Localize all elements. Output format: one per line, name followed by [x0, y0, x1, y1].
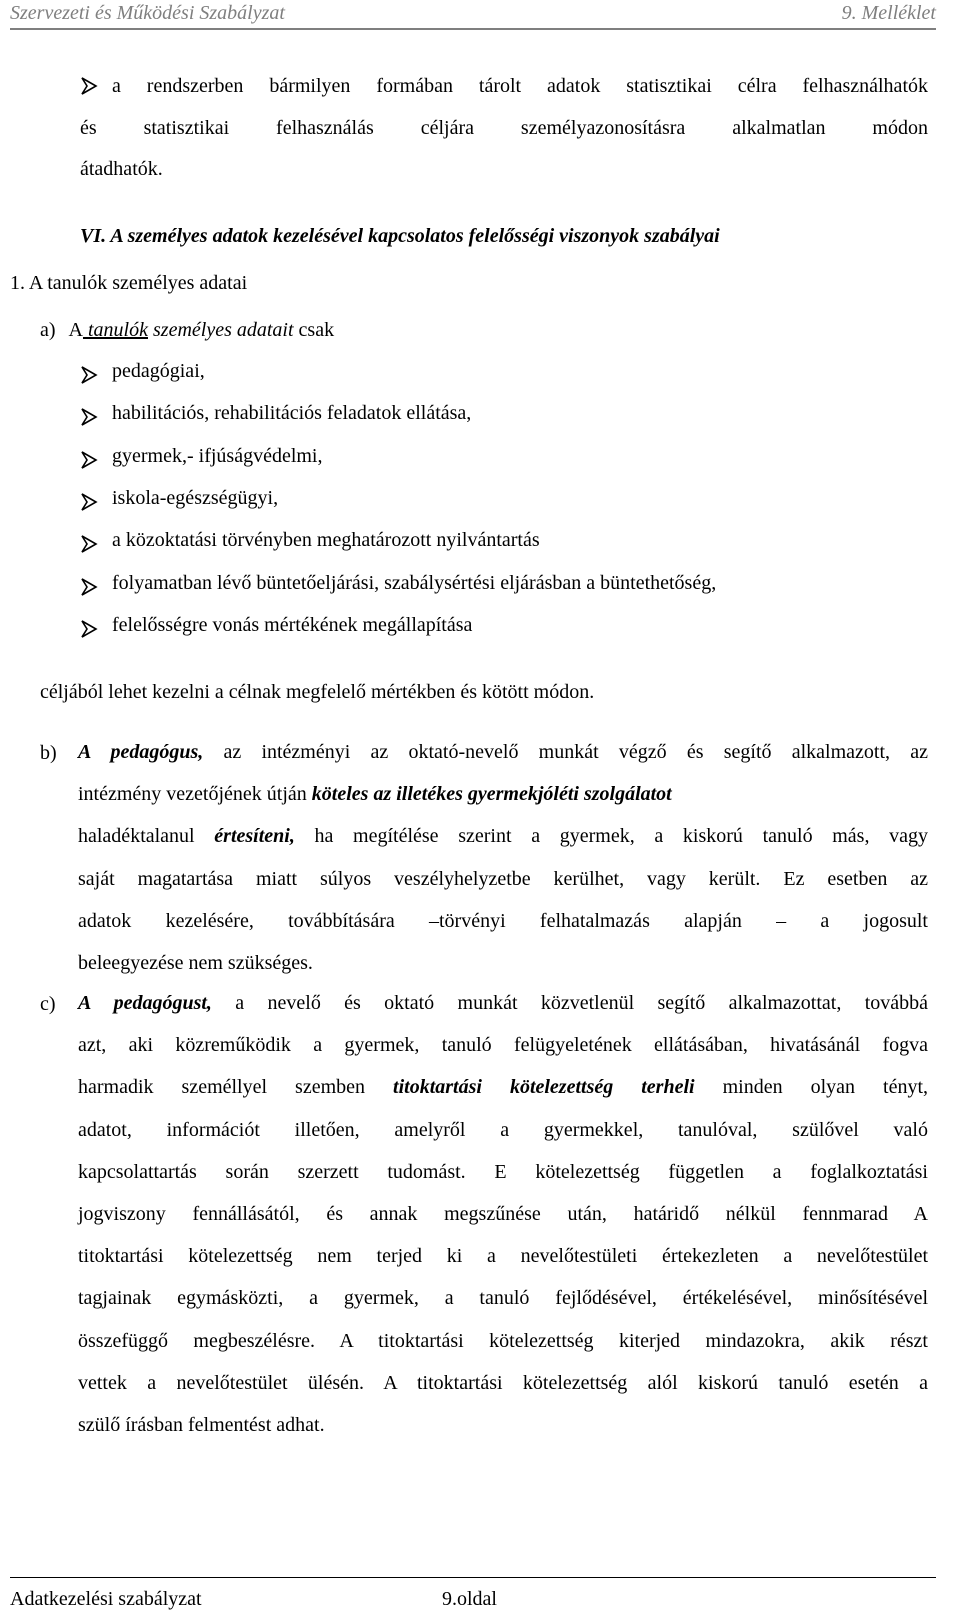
arrow-bullet-icon — [80, 577, 98, 597]
subheading: 1. A tanulók személyes adatai — [10, 272, 248, 294]
item-c-segment: kapcsolattartás során szerzett tudomást. E kötelezettség független a foglalkoztatási — [78, 1160, 928, 1183]
footer-title: Adatkezelési szabályzat — [10, 1588, 202, 1610]
item-c-segment: összefüggő megbeszélésre. A titoktartási kötelezettség kiterjed mindazokra, akik részt — [78, 1329, 928, 1352]
item-a-underlined: tanulók — [83, 319, 148, 341]
item-c-segment: azt, aki közreműködik a gyermek, tanuló felügyeletének ellátásában, hivatásánál fogva — [78, 1034, 928, 1057]
item-b-segment: saját magatartása miatt súlyos veszélyhelyzetbe kerülhet, vagy került. Ez esetben az — [78, 867, 928, 890]
item-c-line — [78, 1065, 928, 1109]
item-c-segment: A pedagógust, — [78, 992, 212, 1014]
item-b-segment: köteles az illetékes gyermekjóléti szolgálatot — [311, 783, 672, 806]
item-b-segment: értesíteni, — [214, 825, 295, 848]
item-c-segment: szülő írásban felmentést adhat. — [78, 1414, 325, 1436]
item-a-label: a) — [40, 319, 56, 341]
page-number: 9.oldal — [442, 1588, 497, 1610]
arrow-bullet-icon — [80, 534, 98, 554]
header-title: Szervezeti és Működési Szabályzat — [10, 2, 285, 24]
item-c-segment: vettek a nevelőtestület ülésén. A titoktartási kötelezettség alól kiskorú tanuló esetén a — [78, 1371, 928, 1394]
item-c-line — [78, 1276, 928, 1320]
item-b-line — [78, 772, 928, 816]
item-b-line — [78, 857, 928, 901]
item-b-segment: az intézményi az oktató-nevelő munkát végző és segítő alkalmazott, az — [203, 741, 928, 763]
item-b-label: b) — [40, 742, 57, 764]
item-c-line — [78, 981, 928, 1025]
item-b-line — [78, 899, 928, 943]
item-b-segment: adatok kezelésére, továbbítására –törvényi felhatalmazás alapján – a jogosult — [78, 909, 928, 932]
item-b-segment: haladéktalanul — [78, 825, 215, 848]
item-c-line — [78, 1192, 928, 1236]
item-c-segment: minden olyan tényt, — [694, 1076, 928, 1099]
item-b-segment: A pedagógus, — [78, 741, 204, 763]
item-c-line — [78, 1319, 928, 1363]
page-header — [10, 0, 936, 30]
purpose-item: a közoktatási törvényben meghatározott nyilvántartás — [112, 529, 540, 552]
item-c-segment: adatot, információt illetően, amelyről a gyermekkel, tanulóval, szülővel való — [78, 1118, 928, 1141]
intro-line-1: a rendszerben bármilyen formában tárolt adatok statisztikai célra felhasználhatók — [112, 75, 928, 97]
item-b-segment: ha megítélése szerint a gyermek, a kiskorú tanuló más, vagy — [294, 825, 928, 848]
item-b-segment: intézmény vezetőjének útján — [78, 783, 312, 806]
item-c-line — [78, 1361, 928, 1405]
arrow-bullet-icon — [80, 365, 98, 385]
purpose-item: folyamatban lévő büntetőeljárási, szabálysértési eljárásban a büntethetőség, — [112, 571, 717, 594]
item-c-line — [78, 1108, 928, 1152]
item-c-segment: harmadik személlyel szemben — [78, 1076, 394, 1099]
item-b-line — [78, 814, 928, 858]
item-a-lead — [40, 319, 334, 342]
item-a-rest: csak — [293, 319, 335, 341]
item-c-line — [78, 1023, 928, 1067]
item-b-line — [78, 730, 928, 774]
purpose-item: habilitációs, rehabilitációs feladatok ellátása, — [112, 402, 472, 425]
purpose-item: iskola-egészségügyi, — [112, 486, 279, 509]
item-c-segment: tagjainak egymásközti, a gyermek, a tanuló fejlődésével, értékelésével, minősítésével — [78, 1287, 928, 1310]
intro-line-2: és statisztikai felhasználás céljára személyazonosításra alkalmatlan módon — [80, 117, 928, 139]
section-heading: VI. A személyes adatok kezelésével kapcsolatos felelősségi viszonyok szabályai — [80, 225, 720, 247]
item-c-line — [78, 1403, 928, 1447]
item-c-line — [78, 1150, 928, 1194]
arrow-bullet-icon — [80, 492, 98, 512]
page-footer — [10, 1577, 936, 1618]
item-a-closing: céljából lehet kezelni a célnak megfelelő mértékben és kötött módon. — [40, 681, 595, 703]
item-b-line — [78, 941, 928, 985]
purpose-item: gyermek,- ifjúságvédelmi, — [112, 444, 323, 467]
arrow-bullet-icon — [80, 450, 98, 470]
arrow-bullet-icon — [80, 619, 98, 639]
item-c-line — [78, 1234, 928, 1278]
item-c-segment: a nevelő és oktató munkát közvetlenül segítő alkalmazottat, továbbá — [211, 992, 929, 1014]
item-a-italic: személyes adatait — [148, 319, 294, 341]
item-c-segment: titoktartási kötelezettség nem terjed ki a nevelőtestületi értekezleten a nevelőtestület — [78, 1245, 928, 1268]
purpose-item: felelősségre vonás mértékének megállapítása — [112, 613, 473, 636]
item-c-label: c) — [40, 993, 56, 1015]
header-annex: 9. Melléklet — [841, 2, 936, 24]
item-b-segment: beleegyezése nem szükséges. — [78, 952, 313, 974]
arrow-bullet-icon — [80, 407, 98, 427]
purpose-item: pedagógiai, — [112, 360, 205, 382]
item-c-segment: titoktartási kötelezettség terheli — [393, 1076, 695, 1099]
item-a-lead-a: A — [68, 319, 83, 341]
intro-line-3: átadhatók. — [80, 158, 163, 180]
item-c-segment: jogviszony fennállásától, és annak megszűnése után, határidő nélkül fennmarad A — [78, 1203, 928, 1225]
arrow-bullet-icon — [80, 76, 98, 96]
